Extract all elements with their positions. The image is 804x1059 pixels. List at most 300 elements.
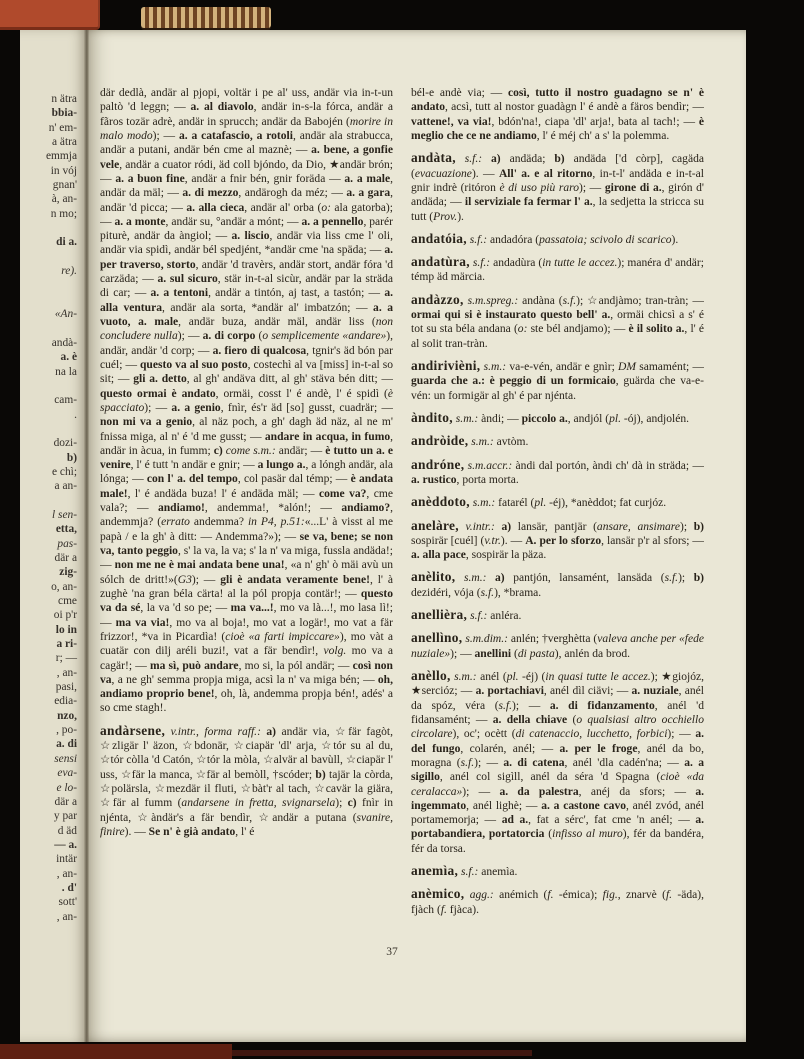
text-segment: , andär a tintón, aj tast, a tastón; — <box>208 287 385 300</box>
gutter-text-fragment: pas- <box>57 537 77 550</box>
dictionary-entry <box>411 669 704 856</box>
gutter-text-fragment: , an- <box>56 666 77 679</box>
text-segment: a. sul sicuro <box>157 273 218 286</box>
text-segment: pl. <box>534 497 547 510</box>
gutter-text-fragment: pasi, <box>55 681 77 694</box>
headword: anèmico, <box>411 886 465 902</box>
gutter-text-fragment: etta, <box>55 523 77 536</box>
text-segment: ma va via! <box>115 616 170 629</box>
dictionary-entry <box>411 458 704 488</box>
text-segment: -éj) ( <box>518 671 546 683</box>
text-segment: ), fér da bandéra, fér da torsa. <box>411 828 704 855</box>
text-segment: s.m.: <box>452 412 479 425</box>
text-segment: ste bél andjamo); — <box>527 323 629 336</box>
text-segment: All' a. e al ritorno <box>498 167 593 180</box>
text-segment: G3 <box>177 573 192 586</box>
book-cover-corner <box>0 0 100 30</box>
text-segment: A. per lo sforzo <box>525 534 602 547</box>
text-segment: ( <box>255 330 263 343</box>
text-segment: a. alla ventura <box>100 287 393 314</box>
text-segment: v.tr. <box>484 534 501 547</box>
text-segment: -éj), *anèddot; fat curjóz. <box>546 497 667 510</box>
text-segment: , andär ala strabucca, andär a putani, andär bén cme al maznè; — <box>100 129 393 157</box>
gutter-text-fragment: , an- <box>56 910 77 923</box>
text-segment: f. <box>665 889 673 902</box>
text-segment: ); <box>678 572 694 585</box>
text-segment: s.f.: <box>455 153 483 166</box>
text-segment: questo ormai è andato <box>100 387 216 400</box>
text-segment: , acsì, tutt al nostor guadàgn l' é andè a färos bendìr; — <box>445 101 704 114</box>
gutter-text-fragment: dozi- <box>53 437 77 450</box>
text-segment: a. portabandiera, portatorcia <box>411 814 704 841</box>
gutter-text-fragment: r; — <box>55 652 77 665</box>
text-segment: àndi; — <box>478 412 522 425</box>
text-segment: ); — <box>450 647 475 660</box>
text-segment: ); — <box>474 756 504 769</box>
gutter-text-fragment: , an- <box>56 867 77 880</box>
text-segment: , fat a sérc', fat cme 'n anél; — <box>528 814 696 827</box>
gutter-text-fragment: b) <box>66 451 77 464</box>
headword: andatóia, <box>411 230 467 246</box>
gutter-text-fragment: edia- <box>54 695 77 708</box>
text-segment: andare in acqua, in fumo <box>264 430 391 443</box>
text-segment: lansär, pantjär ( <box>511 520 597 533</box>
text-segment: va-e-vén, andär e gnìr; <box>506 361 619 373</box>
text-segment: , parér piturè, andär da àngiol; — <box>100 215 393 243</box>
text-segment: s.f.: <box>466 233 488 246</box>
text-segment: s.m.dim.: <box>462 633 508 646</box>
text-segment: andàna ( <box>518 294 563 307</box>
gutter-text-fragment <box>20 221 77 235</box>
dictionary-entry <box>100 86 393 716</box>
text-segment: , l' é <box>235 825 255 838</box>
gutter-text-fragment: cme <box>58 595 77 608</box>
text-segment: non me ne è mai andata bene una! <box>114 559 285 572</box>
text-segment: piccolo a. <box>521 412 568 425</box>
gutter-text-fragment <box>20 293 77 307</box>
dictionary-entry <box>411 887 704 917</box>
text-segment: , l' à zughè 'na gran béla cärta! al la pól propja contär!; — <box>100 573 393 600</box>
gutter-text-fragment: y par <box>53 810 77 823</box>
text-segment: , cme vala?; — <box>100 487 393 515</box>
text-segment: andäda; <box>500 153 555 166</box>
text-segment: anél ( <box>476 671 507 683</box>
dictionary-entry <box>411 570 704 600</box>
dictionary-entry <box>411 293 704 351</box>
gutter-text-fragment: gnan' <box>52 179 77 192</box>
text-segment: , andär via liss cme l' oli, andär via spidì, andär bél spedjént, *andär cme 'na späda; — <box>100 230 393 257</box>
text-column-right <box>411 86 704 944</box>
text-segment: ). — <box>471 167 499 180</box>
dictionary-entry <box>411 151 704 224</box>
book-bottom-edge <box>232 1050 532 1056</box>
gutter-text-fragment: sott' <box>58 896 77 909</box>
text-segment: , anél lighè; — <box>466 799 542 812</box>
text-segment: a. a vuoto, a. male <box>100 301 393 328</box>
text-segment: -ój), andjolén. <box>621 412 689 425</box>
text-segment: ); — <box>152 129 179 142</box>
text-segment: , lansär p'r al sfors; — <box>601 534 704 547</box>
text-segment: non mi va a genio <box>100 416 193 429</box>
text-segment: a. liscio <box>231 230 270 243</box>
text-segment: s.f. <box>480 586 495 599</box>
text-segment: ), andär, andär 'd corp; — <box>100 330 393 357</box>
text-segment: , znarvè ( <box>617 889 666 902</box>
text-segment: a. a castone cavo <box>541 799 626 812</box>
text-segment: di pasta <box>517 647 555 660</box>
text-segment: ( <box>511 647 518 660</box>
dictionary-entry <box>411 86 704 143</box>
text-segment: s.f. <box>664 572 679 585</box>
text-segment: a. a genio <box>171 401 221 414</box>
text-segment: ), oc'; ocètt ( <box>452 728 516 741</box>
text-segment: «...L' à visst al me papà / e la gh' à ditt: — Andemma?»); — <box>100 516 393 543</box>
text-segment: sospirär [cuél] ( <box>411 534 485 547</box>
gutter-text-fragment: oi p'r <box>53 609 77 622</box>
text-segment: , anél col sigìll, anél da séra 'd Spagna ( <box>439 771 661 784</box>
text-segment: ). <box>457 210 464 223</box>
text-segment: a. di catena <box>503 756 565 769</box>
text-segment: cioè «a farti impiccare» <box>225 630 340 643</box>
text-segment: -émica); <box>553 889 603 902</box>
text-segment: girone di a. <box>604 181 662 194</box>
gutter-text-fragment: eva- <box>57 767 77 780</box>
text-segment: anellini <box>474 647 512 660</box>
gutter-text-fragment: nzo, <box>57 709 77 722</box>
text-segment: bél-e andè via; — <box>411 87 508 99</box>
text-segment: a. alla pace <box>411 549 466 562</box>
text-segment: ), anlén da brod. <box>554 647 631 660</box>
text-segment: s.m.: <box>468 436 494 449</box>
text-segment: Se n' è già andato <box>148 825 236 838</box>
dictionary-entry <box>411 631 704 661</box>
text-segment: , mo va là...!, mo lasa lì!; — <box>100 602 393 629</box>
gutter-text-fragment: e chì; <box>52 465 77 478</box>
text-segment: ). <box>671 233 679 246</box>
text-segment: ormai qui si è instaurato questo bell' a. <box>411 309 611 322</box>
text-segment: gli a. detto <box>133 373 187 386</box>
text-segment: a. a catafascio, a rotoli <box>178 129 293 142</box>
text-segment: morire in malo modo <box>100 115 393 142</box>
text-segment: , tgnir's äd bón par cuél; — <box>100 344 393 371</box>
text-segment: pl. <box>506 671 519 683</box>
text-segment: mo va a cagär!; — <box>100 645 393 672</box>
headword: anellièra, <box>411 607 468 623</box>
text-segment: con l' a. del tempo <box>146 473 238 486</box>
text-segment: è tutto un a. e venire <box>100 444 393 472</box>
gutter-fragment-column <box>20 92 82 952</box>
text-segment: pantjón, lansamént, lansäda ( <box>504 572 665 585</box>
text-segment: , stär in-t-al sicùr, andär par la sträda di car; — <box>100 273 393 300</box>
text-segment: andiamo? <box>341 502 391 515</box>
text-segment: , mo si, la pól andär; — <box>238 659 353 672</box>
text-segment: a lungo a. <box>257 459 306 472</box>
text-segment: s.f. <box>460 756 475 769</box>
gutter-text-fragment: o, an- <box>51 580 77 593</box>
text-segment: è il solito a. <box>628 323 685 336</box>
text-segment: ala gatorba); — <box>100 201 393 228</box>
book-headband <box>141 7 271 28</box>
text-segment: a. di fidanzamento <box>549 699 655 712</box>
text-segment: , in-t-l' andäda e in-t-al gnir indrè (ritóron <box>411 167 704 194</box>
text-segment: , andär a cuator ródi, äd coll bjóndo, da Dio, ★andär brón; — <box>100 158 393 185</box>
text-segment: , guärda che va-e-vén: un formigär al gh' é par njénta. <box>411 375 704 402</box>
gutter-text-fragment: lo in <box>55 623 77 636</box>
text-segment: a. a monte <box>114 215 166 228</box>
text-segment: a. da palestra <box>499 785 579 798</box>
headword: andróne, <box>411 456 465 472</box>
dictionary-entry <box>411 495 704 510</box>
text-segment: infisso al muro <box>552 828 623 841</box>
text-segment: non concludere nulla <box>100 316 393 343</box>
text-segment: , l' é tutt 'n andär e gnir; — <box>130 459 258 472</box>
text-segment: , anél dìl ciävi; — <box>543 685 632 698</box>
text-segment: a. bene, a gonfie vele <box>100 144 393 171</box>
text-segment: , al näz poch, a gh' dagh äd näz, al ne m' fnissa miga, al n' é 'd me gusst; — <box>100 416 393 443</box>
dictionary-entry <box>411 864 704 879</box>
gutter-text-fragment: zig- <box>59 566 77 579</box>
text-segment: ). — <box>500 534 526 547</box>
text-segment: in quasi tutte le accez. <box>545 671 651 683</box>
text-segment: ( <box>567 713 577 726</box>
text-segment: a) <box>494 520 512 533</box>
text-segment: , anél zvód, anél portamemorja; — <box>411 799 704 827</box>
headword: andàzzo, <box>411 291 464 307</box>
text-segment: anlén; †verghètta ( <box>507 633 598 646</box>
gutter-text-fragment: andà- <box>51 336 77 349</box>
text-segment: a. a male <box>344 172 391 185</box>
text-segment: , andemma!, *alón!; — <box>204 502 342 515</box>
gutter-text-fragment: intär <box>56 853 77 866</box>
text-segment: a. per traverso, storto <box>100 244 393 271</box>
text-segment: s.m.: <box>480 361 507 373</box>
text-segment: a) <box>260 725 277 738</box>
text-segment: , andemmja? ( <box>100 502 393 529</box>
text-segment: -äda), fjàch ( <box>411 889 704 916</box>
gutter-text-fragment: cam- <box>54 394 77 407</box>
gutter-text-fragment: l sen- <box>52 508 77 521</box>
text-segment: c) <box>213 444 223 457</box>
text-segment: där dedlà, andär al pjopi, voltär i pe al' uss, andär via in-t-un paltò 'd leggn; — <box>100 87 393 114</box>
text-segment: , andär su, °andär a mónt; — <box>165 215 302 228</box>
text-segment: oh, andiamo proprio bene! <box>100 673 393 701</box>
headword: andàrsene, <box>100 722 166 738</box>
text-segment: anléra. <box>487 610 522 623</box>
text-segment: , andär ala sorta, *andär al' imbatzón; — <box>161 301 374 314</box>
gutter-text-fragment: di a. <box>56 236 77 249</box>
text-segment: a) <box>486 572 505 585</box>
gutter-text-fragment: a. è <box>60 351 77 364</box>
text-segment: f. <box>547 889 554 902</box>
text-segment: pl. <box>609 412 621 425</box>
text-segment: a. fiero di qualcosa <box>212 344 307 357</box>
text-segment: a. della chiave <box>492 713 568 726</box>
headword: andàta, <box>411 150 456 166</box>
gutter-text-fragment: a. di <box>56 738 77 751</box>
text-segment: è spacciato <box>100 387 393 414</box>
text-segment: fatarél ( <box>495 497 535 510</box>
text-segment: , andärogh da méz; — <box>238 187 347 200</box>
text-segment: a. a pennello <box>301 215 364 228</box>
text-segment: passatoia; scivolo di scarico <box>539 233 672 246</box>
text-segment: come va? <box>318 487 367 500</box>
text-segment: Prov. <box>433 210 458 223</box>
text-segment: , anél 'd fidansamént; — <box>411 699 704 726</box>
gutter-text-fragment: n mo; <box>50 207 77 220</box>
dictionary-entry <box>411 434 704 449</box>
text-segment: tajär la còrda, ☆polärsla, ☆mezdär il fluti, ☆bàt'r al tach, ☆cavär la giära, ☆fär al fumm ( <box>100 768 393 810</box>
text-segment: a. al diavolo <box>190 101 254 114</box>
text-segment: , andjól ( <box>567 412 610 425</box>
headword: anèllo, <box>411 668 451 683</box>
text-segment: , la va 'd so pe; — <box>140 602 231 615</box>
text-segment: così non va <box>100 659 393 686</box>
gutter-text-fragment: in vój <box>50 164 77 177</box>
text-segment: a. alla cieca <box>186 201 245 214</box>
text-segment: s.m.accr.: <box>464 459 513 472</box>
gutter-text-fragment: . d' <box>61 881 77 894</box>
text-segment: valeva anche per «fede nuziale» <box>411 633 704 660</box>
text-segment: , anél da bo, moragna ( <box>411 742 704 769</box>
text-segment: andär via, ☆fär fagòt, ☆zligär l' äzon, ☆bdonär, ☆ciapär 'dl' arja, ☆tór su al du, ☆tór còlla 'd Catón, ☆tór la mòla, ☆alvär al bavùll, ☆ciapär l' uss, ☆fär la manca, ☆fär al bemòll, †scóder; <box>100 725 393 781</box>
text-segment: s.f. <box>498 699 513 712</box>
gutter-text-fragment: re). <box>61 265 77 278</box>
gutter-text-fragment: e lo- <box>56 781 77 794</box>
text-segment: s.m.: <box>469 497 496 510</box>
gutter-text-fragment: emmja <box>46 150 77 163</box>
text-segment: , porta morta. <box>456 473 519 486</box>
text-segment: ); <box>680 520 694 533</box>
text-segment: s.f.: <box>469 257 491 270</box>
text-segment: samamént; — <box>636 361 704 373</box>
text-segment: o semplicemente «andare» <box>262 330 387 343</box>
text-segment: a) <box>482 153 501 166</box>
text-segment: , andär 'd travèrs, andär stort, andär fóra 'd carzäda; — <box>100 258 393 286</box>
gutter-text-fragment: a an- <box>54 480 77 493</box>
dictionary-entry <box>100 724 393 840</box>
gutter-text-fragment: n ätra <box>51 93 77 105</box>
dictionary-entry <box>411 519 704 563</box>
text-segment: fjàca). <box>446 903 479 916</box>
text-segment: ); — <box>512 699 550 712</box>
gutter-text-fragment: sensi <box>54 752 77 765</box>
text-segment: così, tutto il nostro guadagno se n' è andato <box>411 87 704 114</box>
text-segment: andemma? <box>189 516 248 529</box>
headword: anellìno, <box>411 630 463 646</box>
text-segment: agg.: <box>464 889 494 902</box>
text-segment: andär; — <box>275 444 326 457</box>
text-segment: , ormäi, cosst l' é andè, l' é spidì ( <box>215 387 388 400</box>
text-segment: ); ★giojóz, ★sercióz; — <box>411 671 704 698</box>
text-segment: , oh, là, andemma propja bén!, adés' a so cme stagh!. <box>100 688 393 715</box>
text-segment: a. del fungo <box>411 728 704 755</box>
gutter-text-fragment: a ri- <box>56 638 77 651</box>
text-segment: a. di corpo <box>202 330 256 343</box>
headword: anèlito, <box>411 569 456 585</box>
dictionary-entry <box>411 255 704 285</box>
headword: anemìa, <box>411 863 459 879</box>
text-segment: , l' é méj ch' a s' la polemma. <box>536 129 670 142</box>
text-segment: andäda ['d còrp], cagäda ( <box>411 153 704 180</box>
headword: andròide, <box>411 433 469 449</box>
text-segment: f. <box>440 903 447 916</box>
text-segment: è di uso più raro <box>499 181 579 194</box>
text-segment: ); — <box>667 728 696 741</box>
text-segment: s.m.: <box>450 671 477 683</box>
text-segment: andadùra ( <box>490 257 543 270</box>
text-column-left <box>100 86 393 944</box>
gutter-text-fragment: na la <box>55 365 77 378</box>
text-segment: o: <box>321 201 331 214</box>
text-segment: , andär in-s-la fórca, andär a fãros tozär adrè, andär in sprucch; andär da Babojén ( <box>100 101 393 128</box>
text-segment: ansare, ansimare <box>596 520 681 533</box>
text-segment: ad a. <box>501 814 529 827</box>
text-segment: dezidéri, vója ( <box>411 586 481 599</box>
text-segment: evacuazione <box>414 167 472 180</box>
text-segment: , andär buza, andär mäl, andär liss ( <box>178 316 376 328</box>
gutter-text-fragment: «An- <box>54 308 77 321</box>
text-segment: v.intr., forma raff.: <box>165 725 261 738</box>
text-segment: avtòm. <box>493 436 529 449</box>
text-segment: a. rustico <box>411 473 457 486</box>
headword: àndito, <box>411 409 453 425</box>
text-segment: a. di mezzo <box>182 187 239 200</box>
text-segment: ). — <box>124 825 149 838</box>
text-segment: ( <box>544 828 553 841</box>
gutter-text-fragment <box>20 494 77 508</box>
dictionary-entry <box>411 232 704 247</box>
text-segment: questo va da sé <box>100 587 393 615</box>
text-segment: ); <box>335 797 348 810</box>
text-segment: , sospirär la päza. <box>465 549 547 562</box>
text-segment: ), *brama. <box>494 586 542 599</box>
text-segment: se va, bene; se non va, tanto peggio <box>100 530 393 557</box>
text-segment: , ormäi chicsì a s' é tot su sta béla andana ( <box>411 309 704 336</box>
text-segment: volg. <box>323 645 347 658</box>
gutter-text-fragment: , po- <box>56 724 77 737</box>
gutter-text-fragment: bbia- <box>51 107 77 120</box>
text-segment: , l' é al solit tran-tràn. <box>411 323 704 350</box>
text-segment: gli è andata veramente bene! <box>220 573 370 586</box>
text-segment: anemìa. <box>478 866 518 879</box>
headword: anelàre, <box>411 517 459 533</box>
text-segment: a. ingemmato <box>411 785 704 812</box>
text-segment: s.f.: <box>467 610 488 623</box>
text-segment: s.m.: <box>455 572 487 585</box>
text-segment: , andär al' orba ( <box>244 201 322 214</box>
text-segment: , bdón'na!, ciapa 'dl' arja!, bata al tach!; — <box>491 115 699 128</box>
text-segment: , fnìr, és'r äd [so] gusst, cuadrär; — <box>220 401 393 414</box>
text-segment: ); — <box>191 573 221 586</box>
text-segment: a. nuziale <box>631 685 679 698</box>
text-segment: a. portachiavi <box>475 685 544 698</box>
text-segment: a. per le froge <box>559 742 638 755</box>
text-segment: , colarén, anél; — <box>460 742 560 755</box>
text-segment: , andär a fnir bén, gnir foräda — <box>184 172 345 185</box>
text-segment: errato <box>161 516 190 529</box>
gutter-text-fragment: — a. <box>54 838 77 851</box>
text-segment: , «a n' gh' ò mäi avù un sólch de dritt!»( <box>100 559 393 586</box>
gutter-text-fragment: à, an- <box>51 193 77 206</box>
page-gutter-fold <box>84 30 89 1042</box>
text-segment: , s' la va, la va; s' la n' va miga, fussla andäda!; — <box>100 545 393 572</box>
gutter-text-fragment: n' em- <box>48 121 77 134</box>
page-number: 37 <box>386 946 398 958</box>
text-segment: a. a buon fine <box>115 172 185 185</box>
gutter-text-fragment <box>20 250 77 264</box>
text-segment: , la sedjetta la stricca su tutt ( <box>411 196 704 223</box>
text-segment: , andär 'd picca; — <box>100 187 393 214</box>
